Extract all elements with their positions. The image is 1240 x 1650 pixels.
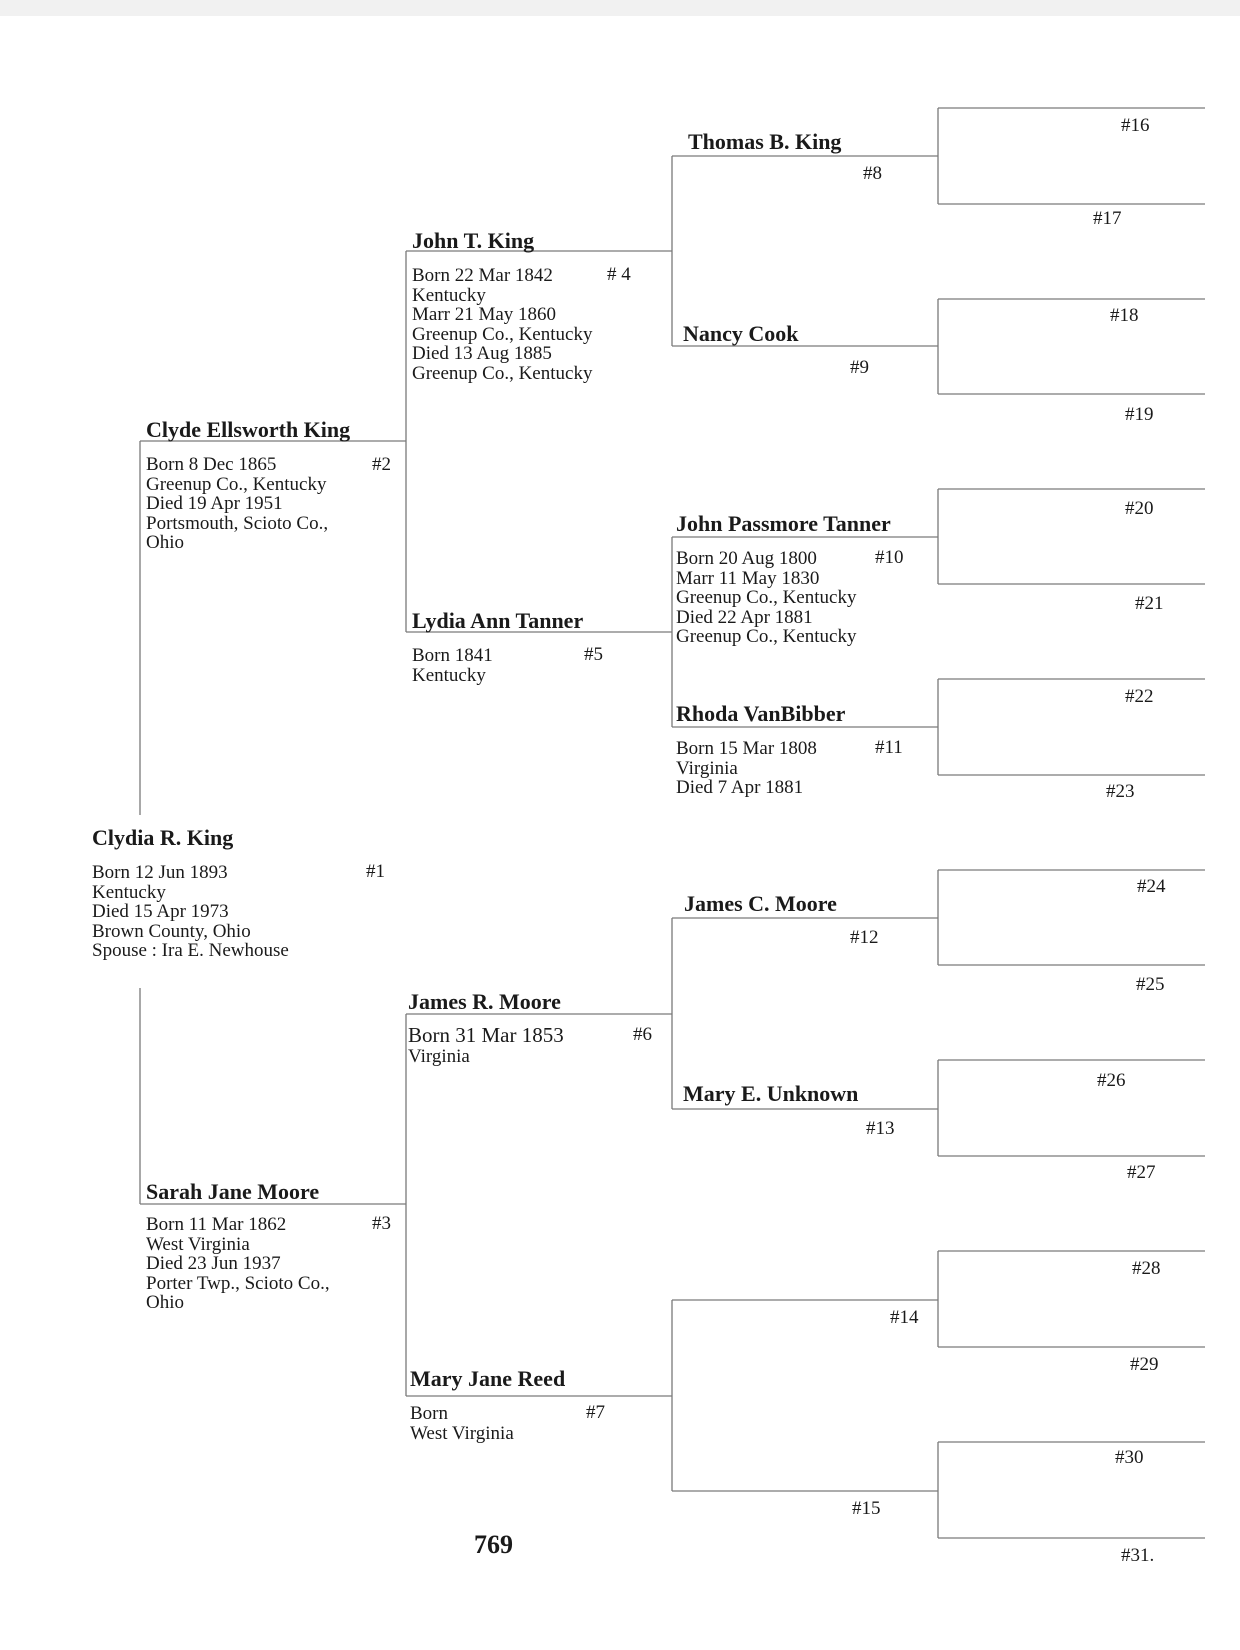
person-number: #12 [850, 927, 879, 948]
person-name: James R. Moore [408, 989, 561, 1014]
detail-line: Kentucky [92, 881, 166, 903]
person-name: Rhoda VanBibber [676, 701, 846, 726]
detail-line: Born 20 Aug 1800 [676, 548, 817, 569]
detail-line: Ohio [146, 1292, 184, 1313]
detail-line: Ohio [146, 532, 184, 553]
detail-line: Brown County, Ohio [92, 920, 251, 942]
detail-line: Born 31 Mar 1853 [408, 1023, 564, 1047]
person-details [408, 1024, 564, 1068]
person-name: Clyde Ellsworth King [146, 417, 351, 442]
person-details [676, 549, 856, 647]
person-name: Mary E. Unknown [683, 1081, 859, 1106]
person-name: Mary Jane Reed [410, 1366, 566, 1391]
detail-line: Born 8 Dec 1865 [146, 454, 277, 475]
ancestor-number: #17 [1093, 208, 1122, 229]
person-name: James C. Moore [684, 891, 837, 916]
person-number: #13 [866, 1118, 895, 1139]
person-details [676, 739, 817, 798]
person-details [146, 1215, 330, 1313]
detail-line: West Virginia [146, 1233, 250, 1255]
detail-line: Born [410, 1403, 448, 1424]
person-details [412, 266, 592, 383]
detail-line: Porter Twp., Scioto Co., [146, 1272, 330, 1294]
ancestor-number: #29 [1130, 1354, 1159, 1375]
person-name: Sarah Jane Moore [146, 1179, 320, 1204]
detail-line: Greenup Co., Kentucky [676, 626, 857, 647]
ancestor-number: #22 [1125, 686, 1154, 707]
person-number: # 4 [607, 264, 631, 285]
ancestor-number: #24 [1137, 876, 1166, 897]
person-number: #10 [875, 547, 904, 568]
ancestor-number: #31. [1121, 1545, 1155, 1566]
person-details [412, 646, 493, 685]
detail-line: Greenup Co., Kentucky [676, 587, 857, 608]
ancestor-number: #18 [1110, 305, 1139, 326]
person-number: #7 [586, 1402, 605, 1423]
detail-line: Died 22 Apr 1881 [676, 606, 813, 628]
detail-line: Spouse : Ira E. Newhouse [92, 940, 289, 961]
person-number: #3 [372, 1213, 391, 1234]
person-details [410, 1404, 514, 1443]
detail-line: Greenup Co., Kentucky [412, 362, 593, 384]
detail-line: Born 11 Mar 1862 [146, 1214, 287, 1235]
person-name: John Passmore Tanner [676, 511, 891, 536]
detail-line: Marr 11 May 1830 [676, 567, 820, 589]
person-name: Lydia Ann Tanner [412, 608, 584, 633]
detail-line: Died 23 Jun 1937 [146, 1253, 281, 1274]
detail-line: Died 13 Aug 1885 [412, 343, 552, 364]
detail-line: Born 22 Mar 1842 [412, 265, 553, 286]
detail-line: Kentucky [412, 284, 486, 306]
detail-line: West Virginia [410, 1422, 514, 1444]
detail-line: Born 1841 [412, 645, 493, 666]
person-number: #11 [875, 737, 903, 758]
person-name: John T. King [412, 228, 535, 253]
ancestor-number: #30 [1115, 1447, 1144, 1468]
person-number: #1 [366, 861, 385, 882]
ancestor-number: #25 [1136, 974, 1165, 995]
detail-line: Died 15 Apr 1973 [92, 901, 229, 922]
person-name: Clydia R. King [92, 825, 234, 850]
ancestor-number: #26 [1097, 1070, 1126, 1091]
detail-line: Kentucky [412, 664, 486, 686]
person-number: #5 [584, 644, 603, 665]
person-number: #2 [372, 454, 391, 475]
ancestor-number: #16 [1121, 115, 1150, 136]
person-name: Thomas B. King [688, 129, 842, 154]
person-number: #8 [863, 163, 882, 184]
detail-line: Virginia [676, 757, 738, 779]
person-number: #14 [890, 1307, 919, 1328]
ancestor-number: #27 [1127, 1162, 1156, 1183]
detail-line: Marr 21 May 1860 [412, 304, 557, 325]
detail-line: Died 19 Apr 1951 [146, 493, 283, 514]
ancestor-number: #20 [1125, 498, 1154, 519]
person-details [146, 455, 328, 553]
detail-line: Portsmouth, Scioto Co., [146, 512, 329, 534]
detail-line: Virginia [408, 1046, 470, 1067]
page-number: 769 [474, 1530, 513, 1559]
detail-line: Greenup Co., Kentucky [412, 323, 593, 345]
detail-line: Greenup Co., Kentucky [146, 473, 327, 495]
ancestor-number: #28 [1132, 1258, 1161, 1279]
person-name: Nancy Cook [683, 321, 799, 346]
ancestor-number: #23 [1106, 781, 1135, 802]
person-number: #6 [633, 1024, 652, 1045]
person-details [92, 863, 289, 961]
detail-line: Born 15 Mar 1808 [676, 738, 817, 759]
ancestor-number: #19 [1125, 404, 1154, 425]
ancestor-number: #21 [1135, 593, 1164, 614]
detail-line: Died 7 Apr 1881 [676, 777, 804, 798]
person-number: #9 [850, 357, 869, 378]
person-number: #15 [852, 1498, 881, 1519]
detail-line: Born 12 Jun 1893 [92, 862, 228, 883]
